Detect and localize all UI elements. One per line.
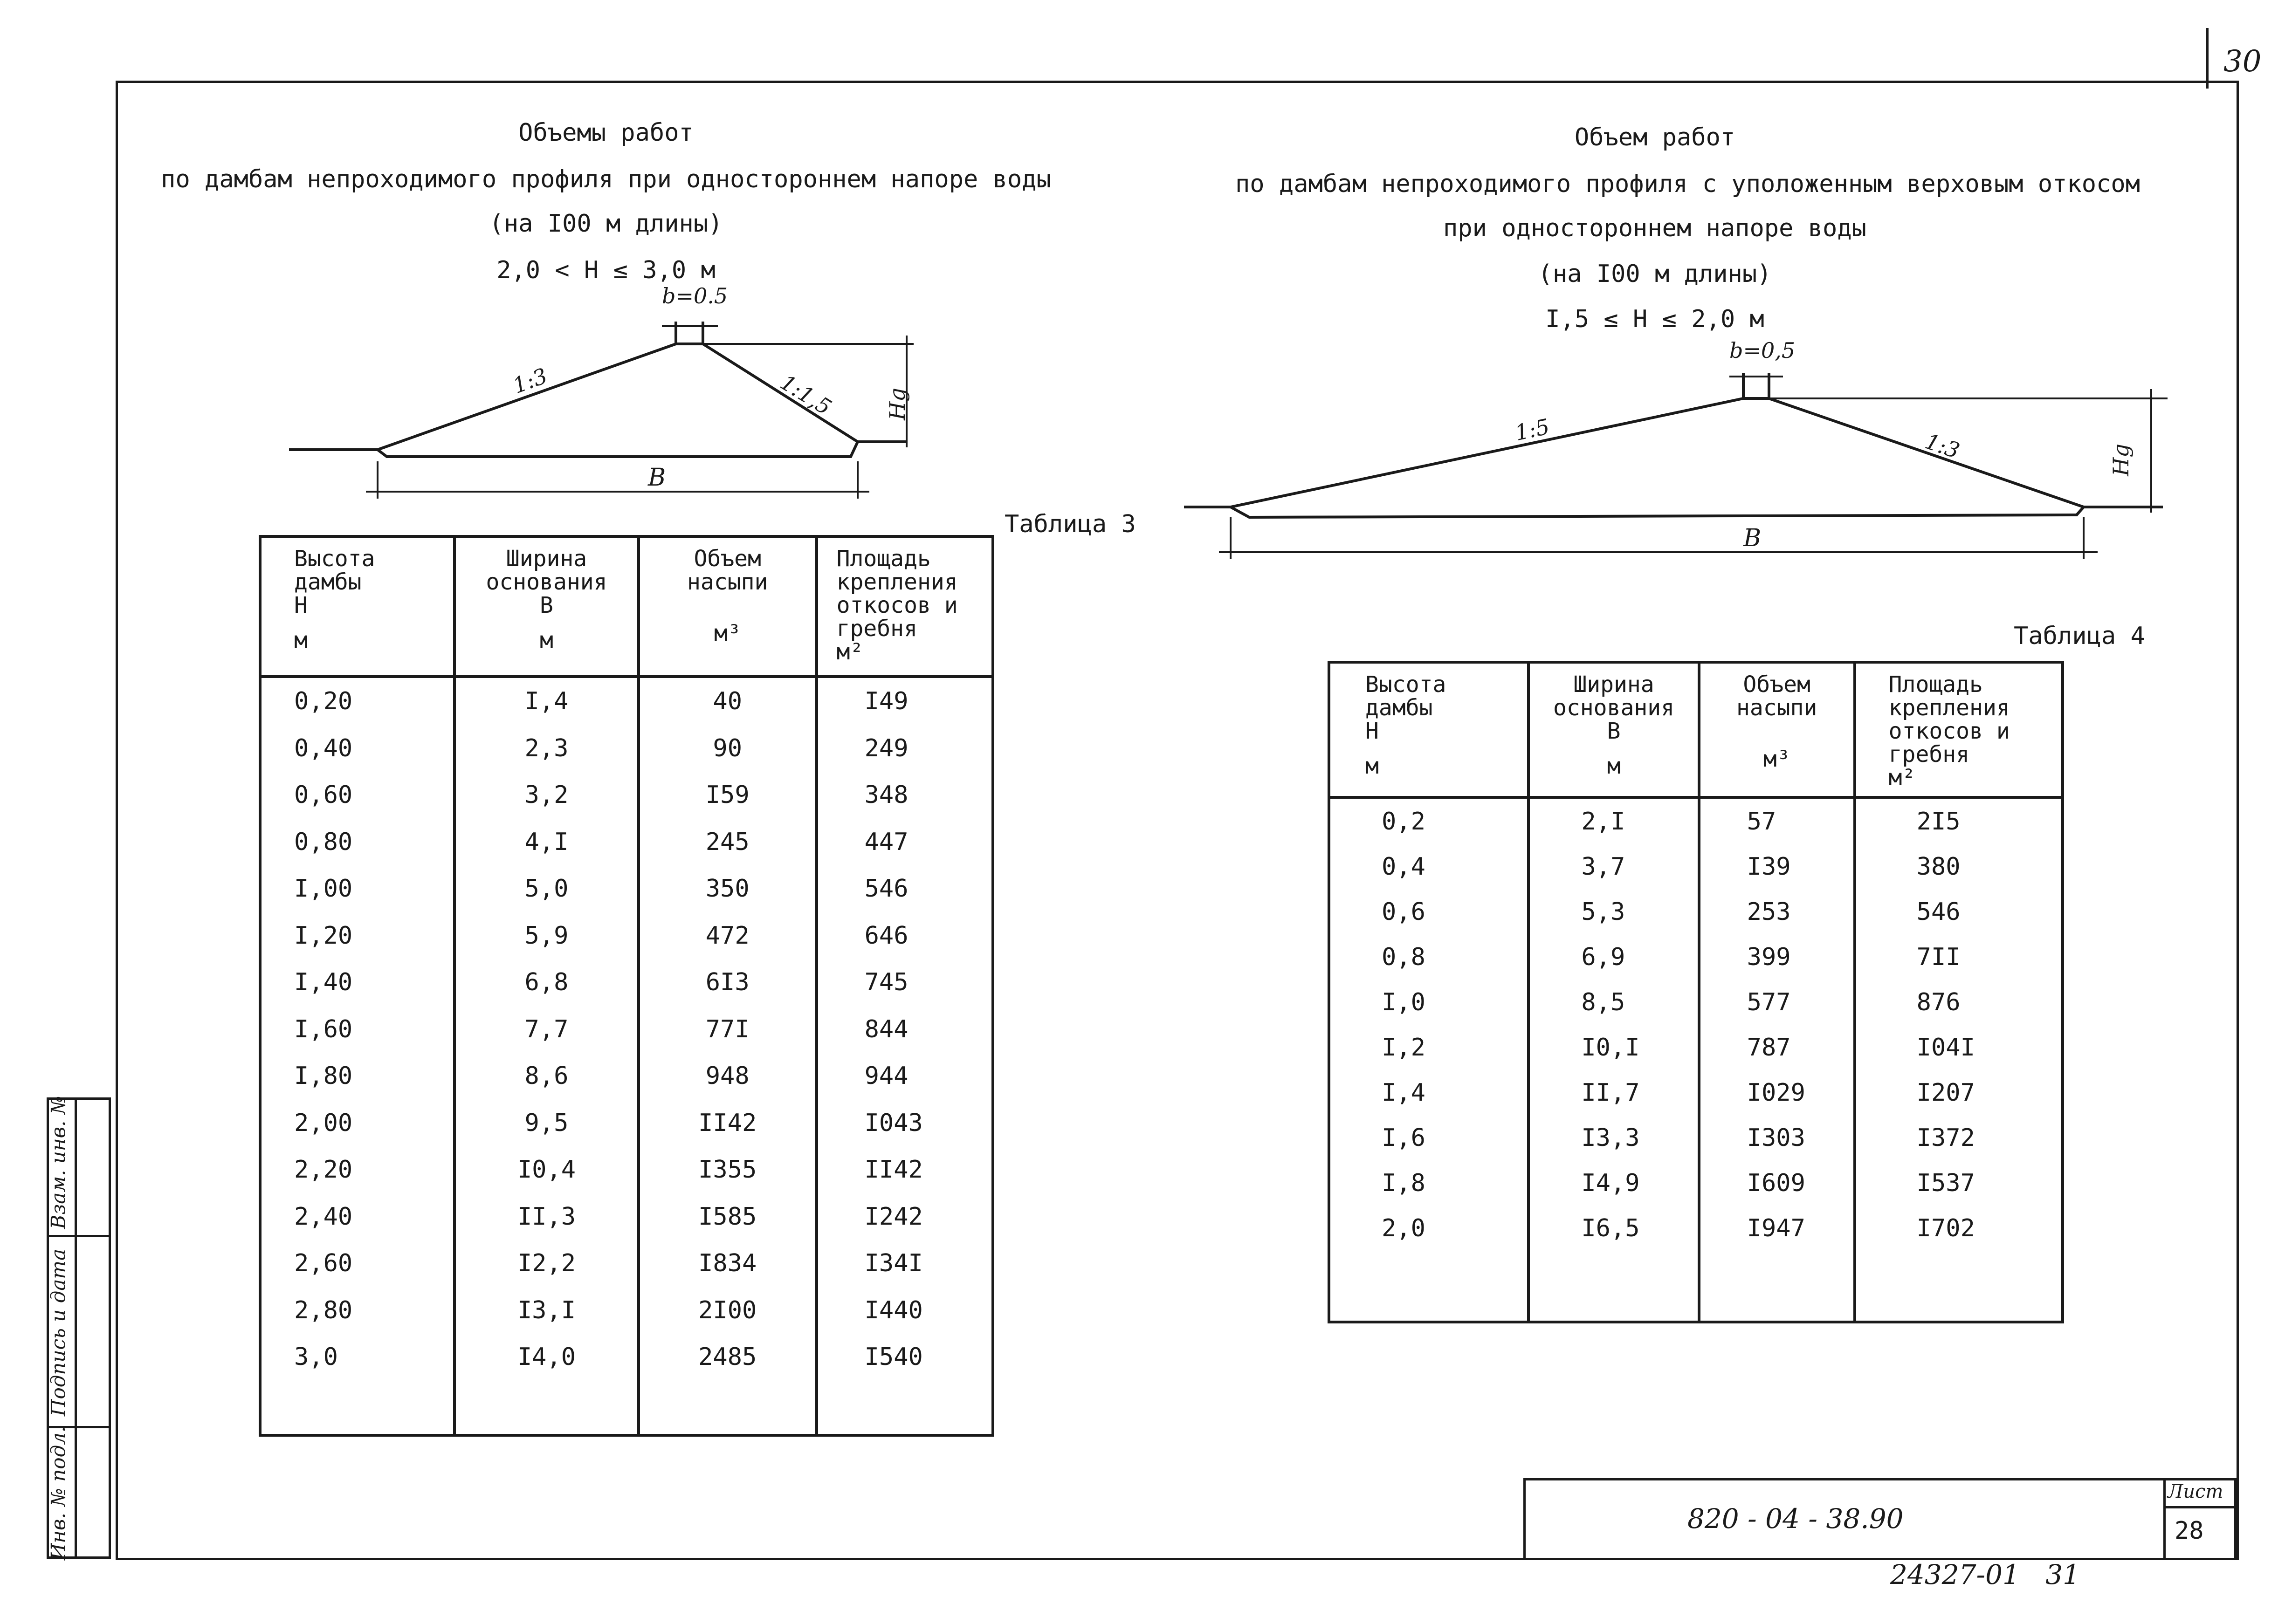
table-4-header-height: Высота дамбы H м bbox=[1329, 662, 1528, 797]
side-stamp-inventory-label: Инв. № подл. bbox=[47, 1426, 70, 1561]
right-title-line-5: I,5 ≤ H ≤ 2,0 м bbox=[1545, 305, 1764, 333]
table-4 bbox=[1328, 661, 2064, 1323]
sheet-number: 28 bbox=[2175, 1517, 2204, 1545]
table-3-header-area: Площадь крепления откосов и гребня м² bbox=[817, 536, 993, 677]
left-title-line-1: Объемы работ bbox=[518, 119, 694, 147]
table-row: 0,80 4,I 245 447 bbox=[260, 818, 993, 865]
table-row: 2,20 I0,4 I355 II42 bbox=[260, 1146, 993, 1193]
table-row: I,8 I4,9 I609 I537 bbox=[1329, 1160, 2063, 1206]
left-height-label: Hg bbox=[884, 388, 910, 420]
table-row: 0,2 2,I 57 2I5 bbox=[1329, 797, 2063, 844]
left-upstream-slope-label: 1:3 bbox=[509, 363, 551, 399]
left-title-line-2: по дамбам непроходимого профиля при одностороннем напоре воды bbox=[161, 165, 1051, 193]
footer-archive-number: 24327-01 31 bbox=[1890, 1559, 2080, 1590]
right-height-label: Hg bbox=[2108, 444, 2134, 476]
right-upstream-slope-label: 1:5 bbox=[1513, 413, 1552, 446]
left-crest-label: b=0.5 bbox=[662, 283, 728, 308]
left-title-line-4: 2,0 < H ≤ 3,0 м bbox=[496, 256, 716, 284]
table-row: 0,4 3,7 I39 380 bbox=[1329, 844, 2063, 889]
table-row: I,80 8,6 948 944 bbox=[260, 1053, 993, 1100]
table-4-header-row bbox=[1329, 662, 2063, 797]
table-row: 2,40 II,3 I585 I242 bbox=[260, 1193, 993, 1240]
table-row: 0,60 3,2 I59 348 bbox=[260, 772, 993, 819]
sheet-label: Лист bbox=[2168, 1481, 2223, 1502]
table-4-empty-row bbox=[1329, 1251, 2063, 1322]
side-stamp-signature-label: Подпись и дата bbox=[47, 1248, 70, 1417]
right-title-line-1: Объем работ bbox=[1574, 123, 1735, 151]
table-3-caption: Таблица 3 bbox=[1005, 510, 1136, 538]
table-row: 3,0 I4,0 2485 I540 bbox=[260, 1334, 993, 1381]
right-title-line-4: (на I00 м длины) bbox=[1538, 260, 1772, 288]
left-base-label: B bbox=[648, 464, 666, 492]
right-title-line-3: при одностороннем напоре воды bbox=[1443, 214, 1866, 242]
table-row: 0,8 6,9 399 7II bbox=[1329, 934, 2063, 980]
table-row: 0,6 5,3 253 546 bbox=[1329, 889, 2063, 934]
table-row: I,20 5,9 472 646 bbox=[260, 912, 993, 959]
table-4-header-area: Площадь крепления откосов и гребня м² bbox=[1855, 662, 2063, 797]
document-code: 820 - 04 - 38.90 bbox=[1687, 1503, 1904, 1535]
table-row: I,60 7,7 77I 844 bbox=[260, 1006, 993, 1053]
table-4-header-width: Ширина основания B м bbox=[1528, 662, 1699, 797]
table-4-caption: Таблица 4 bbox=[2014, 622, 2145, 650]
right-downstream-slope-label: 1:3 bbox=[1922, 428, 1963, 464]
table-4-header-volume: Объем насыпи м³ bbox=[1699, 662, 1855, 797]
table-row: 2,60 I2,2 I834 I34I bbox=[260, 1240, 993, 1287]
left-title-line-3: (на I00 м длины) bbox=[489, 210, 723, 238]
table-3-header-width: Ширина основания B м bbox=[454, 536, 639, 677]
table-row: 2,0 I6,5 I947 I702 bbox=[1329, 1206, 2063, 1251]
side-stamp-replacement-label: Взам. инв. № bbox=[47, 1096, 70, 1229]
page-number: 30 bbox=[2223, 44, 2262, 79]
table-row: I,00 5,0 350 546 bbox=[260, 865, 993, 912]
table-row: 2,00 9,5 II42 I043 bbox=[260, 1099, 993, 1146]
left-downstream-slope-label: 1:1,5 bbox=[776, 369, 836, 420]
table-row: I,4 II,7 I029 I207 bbox=[1329, 1070, 2063, 1115]
right-crest-label: b=0,5 bbox=[1729, 338, 1796, 363]
right-title-line-2: по дамбам непроходимого профиля с уположенным верховым откосом bbox=[1235, 170, 2140, 198]
right-base-label: B bbox=[1743, 524, 1762, 552]
table-row: 0,40 2,3 90 249 bbox=[260, 725, 993, 772]
table-row: 0,20 I,4 40 I49 bbox=[260, 677, 993, 725]
table-row: 2,80 I3,I 2I00 I440 bbox=[260, 1287, 993, 1334]
table-3-header-height: Высота дамбы H м bbox=[260, 536, 454, 677]
table-row: I,6 I3,3 I303 I372 bbox=[1329, 1115, 2063, 1160]
table-row: I,40 6,8 6I3 745 bbox=[260, 959, 993, 1006]
table-3-header-volume: Объем насыпи м³ bbox=[639, 536, 817, 677]
table-row: I,0 8,5 577 876 bbox=[1329, 980, 2063, 1025]
table-row: I,2 I0,I 787 I04I bbox=[1329, 1025, 2063, 1070]
